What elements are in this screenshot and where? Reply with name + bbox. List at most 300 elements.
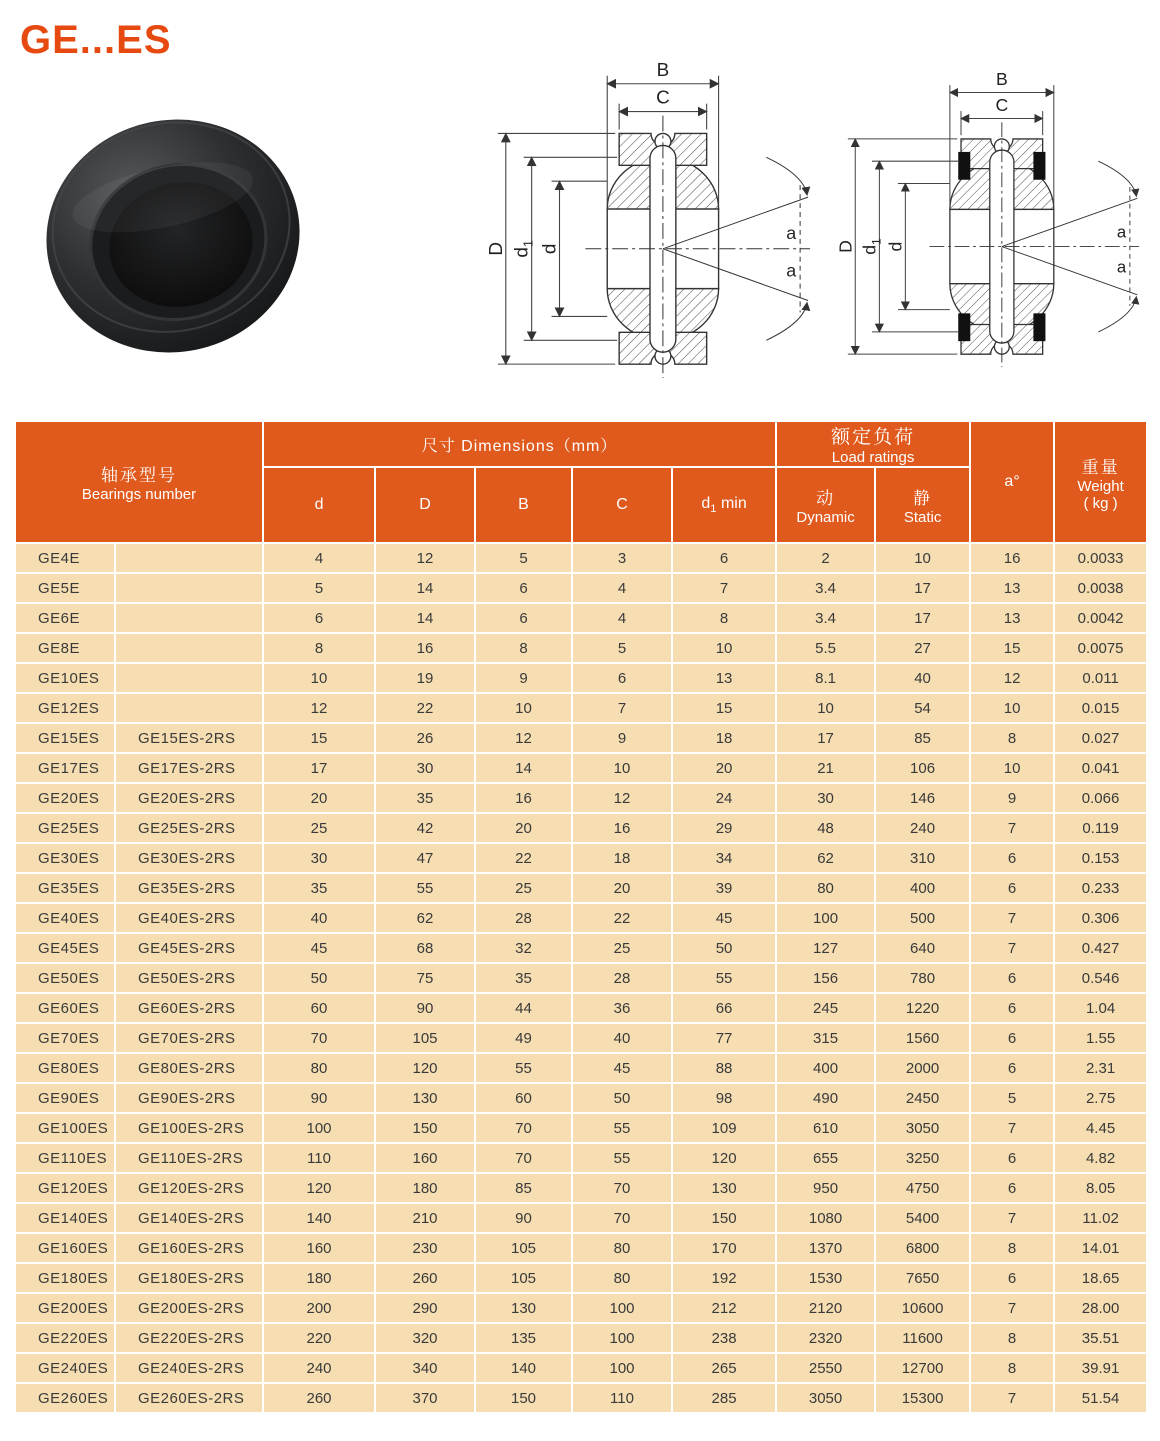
- bearing-model-2rs: GE40ES-2RS: [115, 903, 263, 933]
- bearing-model: GE120ES: [15, 1173, 115, 1203]
- dim-d1-min: 39: [672, 873, 776, 903]
- dim-B: 6: [475, 603, 572, 633]
- dim-d1-min: 18: [672, 723, 776, 753]
- dim-C: 110: [572, 1383, 672, 1413]
- load-static: 4750: [875, 1173, 970, 1203]
- dim-D: 16: [375, 633, 475, 663]
- dim-d1-min: 285: [672, 1383, 776, 1413]
- dim-d: 90: [263, 1083, 375, 1113]
- dim-d: 240: [263, 1353, 375, 1383]
- load-dynamic: 80: [776, 873, 875, 903]
- dim-B: 85: [475, 1173, 572, 1203]
- load-dynamic: 5.5: [776, 633, 875, 663]
- tilt-angle: 8: [970, 1233, 1054, 1263]
- tilt-angle: 8: [970, 723, 1054, 753]
- load-dynamic: 30: [776, 783, 875, 813]
- bearing-model-2rs: [115, 633, 263, 663]
- header-col-D: D: [375, 467, 475, 543]
- dim-d: 200: [263, 1293, 375, 1323]
- load-static: 146: [875, 783, 970, 813]
- dim-D: 14: [375, 603, 475, 633]
- bearing-model: GE17ES: [15, 753, 115, 783]
- dim-d: 140: [263, 1203, 375, 1233]
- dim-D: 290: [375, 1293, 475, 1323]
- tilt-angle: 6: [970, 1263, 1054, 1293]
- weight-kg: 2.75: [1054, 1083, 1147, 1113]
- load-static: 11600: [875, 1323, 970, 1353]
- dim-B: 55: [475, 1053, 572, 1083]
- dim-d-label: d: [885, 241, 906, 252]
- load-dynamic: 3.4: [776, 603, 875, 633]
- header-angle-a: a°: [970, 421, 1054, 543]
- dim-d1-min: 45: [672, 903, 776, 933]
- dim-B-label: B: [995, 69, 1008, 90]
- dim-d1-min: 150: [672, 1203, 776, 1233]
- dim-d: 100: [263, 1113, 375, 1143]
- dim-C: 50: [572, 1083, 672, 1113]
- bearing-model-2rs: GE17ES-2RS: [115, 753, 263, 783]
- load-static: 1220: [875, 993, 970, 1023]
- weight-kg: 1.55: [1054, 1023, 1147, 1053]
- dim-D: 160: [375, 1143, 475, 1173]
- spec-row: [15, 603, 1147, 633]
- dim-C: 36: [572, 993, 672, 1023]
- tilt-angle: 15: [970, 633, 1054, 663]
- dim-d1-min: 29: [672, 813, 776, 843]
- load-static: 6800: [875, 1233, 970, 1263]
- load-dynamic: 400: [776, 1053, 875, 1083]
- spec-row: [15, 993, 1147, 1023]
- load-dynamic: 610: [776, 1113, 875, 1143]
- dim-d: 35: [263, 873, 375, 903]
- bearing-model: GE40ES: [15, 903, 115, 933]
- bearing-model-2rs: GE15ES-2RS: [115, 723, 263, 753]
- load-static: 2000: [875, 1053, 970, 1083]
- tilt-angle: 7: [970, 933, 1054, 963]
- load-dynamic: 655: [776, 1143, 875, 1173]
- weight-kg: 18.65: [1054, 1263, 1147, 1293]
- dim-d1-min: 50: [672, 933, 776, 963]
- dim-d: 5: [263, 573, 375, 603]
- dim-d: 220: [263, 1323, 375, 1353]
- dim-d: 12: [263, 693, 375, 723]
- dim-d1-min: 77: [672, 1023, 776, 1053]
- dim-C-label: C: [995, 95, 1009, 116]
- tilt-angle: 6: [970, 963, 1054, 993]
- bearing-model-2rs: GE50ES-2RS: [115, 963, 263, 993]
- dim-D: 150: [375, 1113, 475, 1143]
- dim-C: 5: [572, 633, 672, 663]
- bearing-model: GE4E: [15, 543, 115, 573]
- tilt-angle: 7: [970, 1383, 1054, 1413]
- tilt-angle: 9: [970, 783, 1054, 813]
- bearing-model: GE220ES: [15, 1323, 115, 1353]
- dim-d1-min: 265: [672, 1353, 776, 1383]
- dim-d: 110: [263, 1143, 375, 1173]
- weight-kg: 0.546: [1054, 963, 1147, 993]
- dim-C-label: C: [656, 87, 670, 109]
- dim-C: 55: [572, 1113, 672, 1143]
- load-static: 3250: [875, 1143, 970, 1173]
- tilt-angle: 6: [970, 1053, 1054, 1083]
- dim-d1-min: 7: [672, 573, 776, 603]
- load-dynamic: 1530: [776, 1263, 875, 1293]
- dim-C: 80: [572, 1233, 672, 1263]
- spec-row: [15, 1323, 1147, 1353]
- bearing-model: GE8E: [15, 633, 115, 663]
- bearing-model-2rs: [115, 543, 263, 573]
- spec-row: [15, 543, 1147, 573]
- dim-B: 9: [475, 663, 572, 693]
- weight-kg: 1.04: [1054, 993, 1147, 1023]
- load-dynamic: 2120: [776, 1293, 875, 1323]
- dim-B: 32: [475, 933, 572, 963]
- dim-d: 25: [263, 813, 375, 843]
- spec-table: [14, 420, 1148, 1414]
- header-load-ratings: 额定负荷 Load ratings: [776, 421, 970, 467]
- spec-row: [15, 963, 1147, 993]
- dim-d1-min: 6: [672, 543, 776, 573]
- dim-d1-min: 10: [672, 633, 776, 663]
- dim-B-label: B: [656, 59, 670, 81]
- weight-kg: 0.011: [1054, 663, 1147, 693]
- load-static: 240: [875, 813, 970, 843]
- weight-kg: 0.306: [1054, 903, 1147, 933]
- bearing-model-2rs: [115, 603, 263, 633]
- dim-C: 28: [572, 963, 672, 993]
- dim-d-label: d: [539, 243, 561, 255]
- spec-table-body: [15, 543, 1147, 1413]
- weight-kg: 0.153: [1054, 843, 1147, 873]
- tilt-angle: 7: [970, 1293, 1054, 1323]
- load-dynamic: 1080: [776, 1203, 875, 1233]
- dim-d: 40: [263, 903, 375, 933]
- bearing-photo-image: [28, 86, 318, 386]
- dim-D: 130: [375, 1083, 475, 1113]
- load-dynamic: 245: [776, 993, 875, 1023]
- bearing-model-2rs: GE160ES-2RS: [115, 1233, 263, 1263]
- dim-C: 10: [572, 753, 672, 783]
- load-static: 54: [875, 693, 970, 723]
- load-static: 40: [875, 663, 970, 693]
- cross-section-diagram-sealed: [820, 42, 1154, 390]
- weight-kg: 39.91: [1054, 1353, 1147, 1383]
- bearing-model-2rs: GE140ES-2RS: [115, 1203, 263, 1233]
- load-static: 17: [875, 573, 970, 603]
- weight-kg: 0.119: [1054, 813, 1147, 843]
- dim-d: 20: [263, 783, 375, 813]
- bearing-model-2rs: GE90ES-2RS: [115, 1083, 263, 1113]
- dim-C: 3: [572, 543, 672, 573]
- load-static: 17: [875, 603, 970, 633]
- dim-d: 60: [263, 993, 375, 1023]
- bearing-model-2rs: GE260ES-2RS: [115, 1383, 263, 1413]
- spec-row: [15, 1053, 1147, 1083]
- bearing-model-2rs: GE100ES-2RS: [115, 1113, 263, 1143]
- dim-B: 130: [475, 1293, 572, 1323]
- bearing-model-2rs: [115, 573, 263, 603]
- load-static: 10600: [875, 1293, 970, 1323]
- dim-d1-min: 88: [672, 1053, 776, 1083]
- spec-row: [15, 573, 1147, 603]
- bearing-model-2rs: GE35ES-2RS: [115, 873, 263, 903]
- dim-D: 30: [375, 753, 475, 783]
- weight-kg: 2.31: [1054, 1053, 1147, 1083]
- bearing-model: GE5E: [15, 573, 115, 603]
- bearing-model-2rs: GE120ES-2RS: [115, 1173, 263, 1203]
- tilt-angle: 8: [970, 1323, 1054, 1353]
- load-dynamic: 21: [776, 753, 875, 783]
- load-dynamic: 1370: [776, 1233, 875, 1263]
- bearing-model-2rs: GE180ES-2RS: [115, 1263, 263, 1293]
- load-dynamic: 100: [776, 903, 875, 933]
- load-static: 640: [875, 933, 970, 963]
- dim-d1-min: 238: [672, 1323, 776, 1353]
- bearing-model: GE35ES: [15, 873, 115, 903]
- dim-B: 6: [475, 573, 572, 603]
- spec-row: [15, 933, 1147, 963]
- dim-C: 6: [572, 663, 672, 693]
- dim-D: 320: [375, 1323, 475, 1353]
- tilt-angle: 10: [970, 693, 1054, 723]
- spec-row: [15, 723, 1147, 753]
- bearing-model-2rs: GE70ES-2RS: [115, 1023, 263, 1053]
- load-dynamic: 315: [776, 1023, 875, 1053]
- dim-D: 260: [375, 1263, 475, 1293]
- load-dynamic: 3.4: [776, 573, 875, 603]
- dim-d1-min: 130: [672, 1173, 776, 1203]
- bearing-model-2rs: GE45ES-2RS: [115, 933, 263, 963]
- header-col-d1-min: $d_1$ min: [672, 467, 776, 543]
- spec-row: [15, 1383, 1147, 1413]
- dim-d1-min: 34: [672, 843, 776, 873]
- dim-D: 22: [375, 693, 475, 723]
- load-dynamic: 8.1: [776, 663, 875, 693]
- load-dynamic: 2320: [776, 1323, 875, 1353]
- bearing-model: GE100ES: [15, 1113, 115, 1143]
- weight-kg: 0.015: [1054, 693, 1147, 723]
- dim-d1-min: 8: [672, 603, 776, 633]
- dim-C: 7: [572, 693, 672, 723]
- header-bearings-number: 轴承型号 Bearings number: [15, 421, 263, 543]
- bearing-model: GE90ES: [15, 1083, 115, 1113]
- weight-kg: 28.00: [1054, 1293, 1147, 1323]
- weight-kg: 0.0033: [1054, 543, 1147, 573]
- bearing-model: GE30ES: [15, 843, 115, 873]
- tilt-angle: 7: [970, 1203, 1054, 1233]
- bearing-model-2rs: GE80ES-2RS: [115, 1053, 263, 1083]
- dim-d1-min: 66: [672, 993, 776, 1023]
- weight-kg: 0.427: [1054, 933, 1147, 963]
- bearing-model-2rs: GE25ES-2RS: [115, 813, 263, 843]
- dim-d1-min: 24: [672, 783, 776, 813]
- weight-kg: 0.0042: [1054, 603, 1147, 633]
- dim-d: 4: [263, 543, 375, 573]
- tilt-angle: 12: [970, 663, 1054, 693]
- bearing-model: GE70ES: [15, 1023, 115, 1053]
- weight-kg: 51.54: [1054, 1383, 1147, 1413]
- load-static: 5400: [875, 1203, 970, 1233]
- dim-B: 5: [475, 543, 572, 573]
- dim-D: 14: [375, 573, 475, 603]
- dim-D: 370: [375, 1383, 475, 1413]
- bearing-model-2rs: [115, 663, 263, 693]
- load-dynamic: 62: [776, 843, 875, 873]
- spec-row: [15, 1263, 1147, 1293]
- spec-table-header: [15, 421, 1147, 543]
- header-col-dynamic: 动 Dynamic: [776, 467, 875, 543]
- dim-D: 340: [375, 1353, 475, 1383]
- cross-section-diagram-open: [468, 42, 826, 390]
- dim-d1-min: 120: [672, 1143, 776, 1173]
- dim-d1-min: 20: [672, 753, 776, 783]
- spec-row: [15, 663, 1147, 693]
- load-dynamic: 17: [776, 723, 875, 753]
- dim-d1-label: $d_1$: [859, 238, 884, 255]
- dim-C: 12: [572, 783, 672, 813]
- header-weight: 重量 Weight ( kg ): [1054, 421, 1147, 543]
- spec-row: [15, 1203, 1147, 1233]
- dim-B: 22: [475, 843, 572, 873]
- dim-d: 80: [263, 1053, 375, 1083]
- bearing-model-2rs: [115, 693, 263, 723]
- spec-row: [15, 1173, 1147, 1203]
- dim-B: 35: [475, 963, 572, 993]
- dim-B: 150: [475, 1383, 572, 1413]
- dim-C: 20: [572, 873, 672, 903]
- dim-D: 42: [375, 813, 475, 843]
- load-static: 780: [875, 963, 970, 993]
- dim-D: 180: [375, 1173, 475, 1203]
- weight-kg: 8.05: [1054, 1173, 1147, 1203]
- header-col-static: 静 Static: [875, 467, 970, 543]
- load-static: 3050: [875, 1113, 970, 1143]
- dim-B: 20: [475, 813, 572, 843]
- dim-C: 9: [572, 723, 672, 753]
- load-static: 85: [875, 723, 970, 753]
- dim-C: 4: [572, 603, 672, 633]
- bearing-model-2rs: GE60ES-2RS: [115, 993, 263, 1023]
- dim-B: 105: [475, 1263, 572, 1293]
- bearing-model-2rs: GE20ES-2RS: [115, 783, 263, 813]
- dim-D: 68: [375, 933, 475, 963]
- dim-D: 105: [375, 1023, 475, 1053]
- dim-B: 12: [475, 723, 572, 753]
- dim-d: 50: [263, 963, 375, 993]
- bearing-model: GE180ES: [15, 1263, 115, 1293]
- spec-row: [15, 843, 1147, 873]
- dim-B: 28: [475, 903, 572, 933]
- spec-row: [15, 1023, 1147, 1053]
- bearing-model: GE12ES: [15, 693, 115, 723]
- bearing-model: GE20ES: [15, 783, 115, 813]
- dim-D: 62: [375, 903, 475, 933]
- dim-d: 10: [263, 663, 375, 693]
- load-static: 310: [875, 843, 970, 873]
- dim-d: 120: [263, 1173, 375, 1203]
- bearing-model: GE160ES: [15, 1233, 115, 1263]
- dim-B: 140: [475, 1353, 572, 1383]
- weight-kg: 0.0038: [1054, 573, 1147, 603]
- dim-d: 70: [263, 1023, 375, 1053]
- dim-D: 19: [375, 663, 475, 693]
- dim-D: 120: [375, 1053, 475, 1083]
- bearing-model: GE10ES: [15, 663, 115, 693]
- angle-a-upper-label: a: [1116, 222, 1127, 242]
- dim-d: 6: [263, 603, 375, 633]
- bearing-model: GE25ES: [15, 813, 115, 843]
- tilt-angle: 6: [970, 993, 1054, 1023]
- load-static: 15300: [875, 1383, 970, 1413]
- dim-d: 15: [263, 723, 375, 753]
- tilt-angle: 7: [970, 813, 1054, 843]
- dim-C: 45: [572, 1053, 672, 1083]
- spec-row: [15, 903, 1147, 933]
- dim-C: 4: [572, 573, 672, 603]
- dim-d1-min: 212: [672, 1293, 776, 1323]
- bearing-model: GE200ES: [15, 1293, 115, 1323]
- dim-d1-label: $d_1$: [511, 239, 536, 258]
- dim-D-label: D: [835, 240, 856, 253]
- weight-kg: 0.233: [1054, 873, 1147, 903]
- bearing-model-2rs: GE220ES-2RS: [115, 1323, 263, 1353]
- load-static: 7650: [875, 1263, 970, 1293]
- dim-D: 75: [375, 963, 475, 993]
- dim-d1-min: 109: [672, 1113, 776, 1143]
- spec-row: [15, 1143, 1147, 1173]
- spec-row: [15, 813, 1147, 843]
- spec-row: [15, 783, 1147, 813]
- dim-C: 16: [572, 813, 672, 843]
- load-dynamic: 127: [776, 933, 875, 963]
- dim-d: 260: [263, 1383, 375, 1413]
- tilt-angle: 6: [970, 873, 1054, 903]
- tilt-angle: 7: [970, 1113, 1054, 1143]
- tilt-angle: 13: [970, 603, 1054, 633]
- bearing-model: GE60ES: [15, 993, 115, 1023]
- load-dynamic: 490: [776, 1083, 875, 1113]
- weight-kg: 0.041: [1054, 753, 1147, 783]
- spec-row: [15, 1353, 1147, 1383]
- bearing-model-2rs: GE110ES-2RS: [115, 1143, 263, 1173]
- load-static: 106: [875, 753, 970, 783]
- dim-d1-min: 170: [672, 1233, 776, 1263]
- dim-B: 8: [475, 633, 572, 663]
- load-dynamic: 156: [776, 963, 875, 993]
- header-col-B: B: [475, 467, 572, 543]
- dim-C: 70: [572, 1203, 672, 1233]
- dim-B: 25: [475, 873, 572, 903]
- dim-B: 14: [475, 753, 572, 783]
- load-static: 400: [875, 873, 970, 903]
- dim-d1-min: 15: [672, 693, 776, 723]
- bearing-model: GE80ES: [15, 1053, 115, 1083]
- dim-C: 25: [572, 933, 672, 963]
- dim-C: 100: [572, 1293, 672, 1323]
- angle-a-upper-label: a: [786, 222, 797, 243]
- load-static: 10: [875, 543, 970, 573]
- spec-row: [15, 753, 1147, 783]
- weight-kg: 35.51: [1054, 1323, 1147, 1353]
- dim-d: 17: [263, 753, 375, 783]
- bearing-model: GE50ES: [15, 963, 115, 993]
- load-dynamic: 2: [776, 543, 875, 573]
- load-dynamic: 48: [776, 813, 875, 843]
- load-dynamic: 10: [776, 693, 875, 723]
- dim-B: 49: [475, 1023, 572, 1053]
- dim-d: 45: [263, 933, 375, 963]
- dim-D-label: D: [485, 241, 507, 256]
